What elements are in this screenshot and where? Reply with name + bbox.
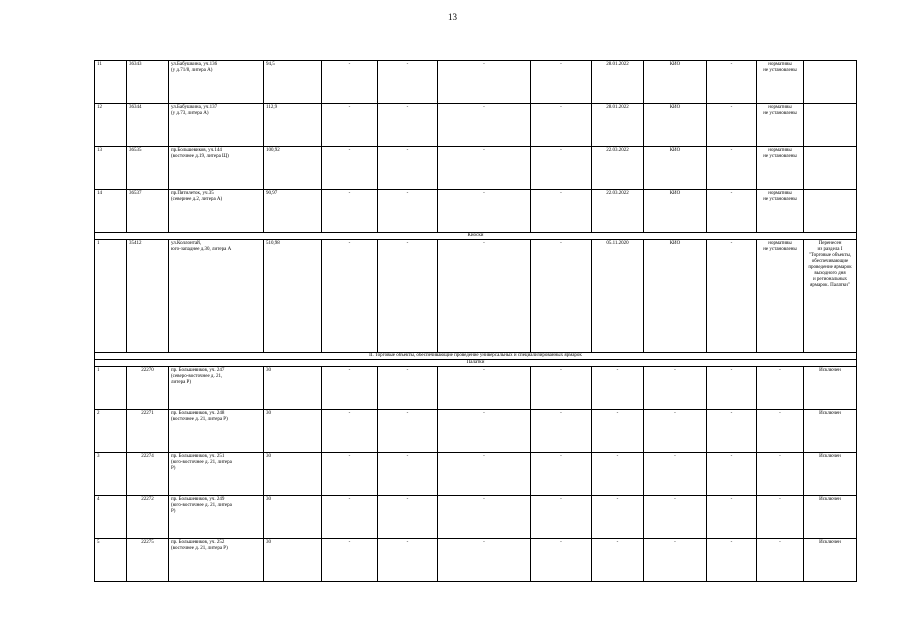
address-line: (юго-восточнее д. 21, литера (171, 460, 232, 465)
dash-cell: - (438, 240, 531, 353)
address-line: (восточнее д. 21, литера Р) (171, 546, 228, 551)
dash-cell: - (378, 453, 438, 496)
row-number: 3 (95, 453, 127, 496)
area-cell: 94,5 (264, 61, 322, 104)
dash-cell: - (757, 453, 804, 496)
dash-cell: - (707, 190, 757, 233)
dash-cell: - (322, 147, 378, 190)
dash-cell: - (322, 410, 378, 453)
norm-cell (757, 61, 804, 104)
note-line: ярмарок. Палатки" (810, 283, 850, 288)
object-id: 22272 (127, 496, 169, 539)
dash-cell: - (438, 539, 531, 582)
tents-heading-cell: Палатки (95, 360, 857, 367)
dash-cell: - (592, 496, 644, 539)
address-line: ул.Коллонтай, (171, 241, 202, 246)
note-cell: Исключен (804, 453, 857, 496)
table-row (95, 61, 857, 104)
note-line: из раздела I (817, 247, 843, 252)
area-cell: 30 (264, 367, 322, 410)
object-id: 36343 (127, 61, 169, 104)
address-line: (северо-восточнее д. 21, (171, 374, 223, 379)
dash-cell: - (438, 367, 531, 410)
address-cell (169, 190, 264, 233)
org-cell: КИО (644, 104, 707, 147)
address-line: Р) (171, 509, 176, 514)
dash-cell: - (438, 410, 531, 453)
area-cell: 112,9 (264, 104, 322, 147)
dash-cell: - (531, 190, 592, 233)
note-cell: Исключен (804, 539, 857, 582)
dash-cell: - (438, 104, 531, 147)
note-cell: Исключен (804, 410, 857, 453)
dash-cell: - (531, 240, 592, 353)
object-id: 22274 (127, 453, 169, 496)
object-id: 22271 (127, 410, 169, 453)
dash-cell: - (592, 410, 644, 453)
dash-cell: - (531, 367, 592, 410)
address-cell (169, 496, 264, 539)
register-body (95, 61, 857, 582)
address-line: пр. Большевиков, уч. 249 (171, 497, 225, 502)
norm-line: нормативы (768, 191, 792, 196)
dash-cell: - (644, 453, 707, 496)
norm-cell (757, 240, 804, 353)
norm-cell (757, 104, 804, 147)
row-number: 13 (95, 147, 127, 190)
table-row (95, 496, 857, 539)
dash-cell: - (378, 240, 438, 353)
dash-cell: - (322, 190, 378, 233)
address-cell (169, 453, 264, 496)
norm-line: не установлены (763, 247, 797, 252)
dash-cell: - (757, 367, 804, 410)
table-row (95, 410, 857, 453)
dash-cell: - (322, 367, 378, 410)
area-cell: 100,92 (264, 147, 322, 190)
dash-cell: - (707, 104, 757, 147)
table-row (95, 367, 857, 410)
date-cell: 28.01.2022 (592, 104, 644, 147)
table-row (95, 104, 857, 147)
address-line: (у д.71/8, литера А) (171, 68, 213, 73)
note-line: проведение ярмарок (808, 265, 852, 270)
org-cell: КИО (644, 147, 707, 190)
date-cell: 22.03.2022 (592, 147, 644, 190)
dash-cell: - (707, 147, 757, 190)
dash-cell: - (531, 539, 592, 582)
address-cell (169, 539, 264, 582)
dash-cell: - (322, 496, 378, 539)
area-cell: 30 (264, 539, 322, 582)
row-number: 2 (95, 410, 127, 453)
address-line: ул.Бабушкина, уч.136 (171, 62, 218, 67)
note-line: обеспечивающие (811, 259, 849, 264)
section-heading-cell: II. Торговые объекты, обеспечивающие проведение универсальных и специализированных ярмарок (95, 353, 857, 360)
table-row (95, 190, 857, 233)
norm-line: нормативы (768, 241, 792, 246)
object-id: 22275 (127, 539, 169, 582)
address-line: литера Р) (171, 380, 191, 385)
address-line: пр. Большевиков, уч. 248 (171, 411, 225, 416)
row-number: 11 (95, 61, 127, 104)
dash-cell: - (438, 147, 531, 190)
dash-cell: - (644, 496, 707, 539)
address-line: (севернее д.2, литера А) (171, 197, 223, 202)
dash-cell: - (438, 453, 531, 496)
dash-cell: - (378, 367, 438, 410)
page-number: 13 (448, 12, 457, 22)
address-line: ул.Бабушкина, уч.137 (171, 105, 218, 110)
norm-line: нормативы (768, 148, 792, 153)
address-line: пр. Большевиков, уч. 247 (171, 368, 225, 373)
org-cell: КИО (644, 190, 707, 233)
org-cell: КИО (644, 240, 707, 353)
dash-cell: - (531, 61, 592, 104)
dash-cell: - (378, 539, 438, 582)
dash-cell: - (707, 453, 757, 496)
table-row (95, 453, 857, 496)
date-cell: 28.01.2022 (592, 61, 644, 104)
note-cell (804, 147, 857, 190)
dash-cell: - (438, 190, 531, 233)
section-heading (95, 353, 857, 360)
object-id: 36537 (127, 190, 169, 233)
address-line: юго-западнее д.30, литера А (171, 247, 232, 252)
dash-cell: - (707, 240, 757, 353)
dash-cell: - (644, 410, 707, 453)
date-cell: 05.11.2020 (592, 240, 644, 353)
area-cell: 30 (264, 453, 322, 496)
address-line: Р) (171, 466, 176, 471)
norm-line: не установлены (763, 68, 797, 73)
org-cell: КИО (644, 61, 707, 104)
dash-cell: - (644, 367, 707, 410)
dash-cell: - (592, 453, 644, 496)
dash-cell: - (707, 539, 757, 582)
dash-cell: - (531, 496, 592, 539)
norm-line: не установлены (763, 154, 797, 159)
norm-cell (757, 190, 804, 233)
address-line: пр.Пятилеток, уч.35 (171, 191, 214, 196)
dash-cell: - (644, 539, 707, 582)
address-line: (восточнее д. 21, литера Р) (171, 417, 228, 422)
table-row (95, 147, 857, 190)
register-table (94, 60, 857, 582)
address-line: пр. Большевиков, уч. 252 (171, 540, 225, 545)
object-id: 36535 (127, 147, 169, 190)
dash-cell: - (707, 496, 757, 539)
dash-cell: - (378, 147, 438, 190)
norm-cell (757, 147, 804, 190)
address-line: (восточнее д.19, литера Щ) (171, 154, 229, 159)
address-cell (169, 367, 264, 410)
address-cell (169, 240, 264, 353)
norm-line: нормативы (768, 105, 792, 110)
kiosk-heading (95, 233, 857, 240)
note-cell: Исключен (804, 496, 857, 539)
dash-cell: - (757, 410, 804, 453)
row-number: 1 (95, 240, 127, 353)
area-cell: 90,97 (264, 190, 322, 233)
area-cell: 30 (264, 496, 322, 539)
area-cell: 510,98 (264, 240, 322, 353)
dash-cell: - (438, 496, 531, 539)
norm-line: нормативы (768, 62, 792, 67)
dash-cell: - (707, 61, 757, 104)
date-cell: 22.03.2022 (592, 190, 644, 233)
address-cell (169, 147, 264, 190)
dash-cell: - (531, 147, 592, 190)
dash-cell: - (378, 410, 438, 453)
dash-cell: - (378, 496, 438, 539)
object-id: 22270 (127, 367, 169, 410)
kiosk-heading-cell: Киоски (95, 233, 857, 240)
dash-cell: - (378, 190, 438, 233)
dash-cell: - (438, 61, 531, 104)
address-line: пр. Большевиков, уч. 251 (171, 454, 225, 459)
dash-cell: - (757, 539, 804, 582)
dash-cell: - (707, 367, 757, 410)
note-cell (804, 61, 857, 104)
row-number: 1 (95, 367, 127, 410)
note-cell: Исключен (804, 367, 857, 410)
norm-line: не установлены (763, 197, 797, 202)
dash-cell: - (531, 410, 592, 453)
dash-cell: - (378, 104, 438, 147)
address-line: пр.Большевиков, уч.144 (171, 148, 222, 153)
dash-cell: - (531, 104, 592, 147)
area-cell: 30 (264, 410, 322, 453)
dash-cell: - (757, 496, 804, 539)
row-number: 4 (95, 496, 127, 539)
object-id: 36344 (127, 104, 169, 147)
table-row (95, 539, 857, 582)
address-line: (у д.73, литера А) (171, 111, 209, 116)
dash-cell: - (322, 539, 378, 582)
note-line: Перенесен (818, 241, 842, 246)
dash-cell: - (322, 240, 378, 353)
dash-cell: - (322, 104, 378, 147)
address-cell (169, 410, 264, 453)
note-line: "Торговые объекты, (808, 253, 852, 258)
address-cell (169, 61, 264, 104)
tents-heading (95, 360, 857, 367)
table-row (95, 240, 857, 353)
object-id: 35412 (127, 240, 169, 353)
note-cell (804, 240, 857, 353)
address-line: (юго-восточнее д. 21, литера (171, 503, 232, 508)
dash-cell: - (322, 61, 378, 104)
dash-cell: - (378, 61, 438, 104)
note-line: и региональных (812, 277, 848, 282)
norm-line: не установлены (763, 111, 797, 116)
dash-cell: - (322, 453, 378, 496)
dash-cell: - (592, 539, 644, 582)
dash-cell: - (531, 453, 592, 496)
address-cell (169, 104, 264, 147)
row-number: 14 (95, 190, 127, 233)
note-cell (804, 104, 857, 147)
dash-cell: - (707, 410, 757, 453)
dash-cell: - (592, 367, 644, 410)
note-cell (804, 190, 857, 233)
note-line: выходного дня (814, 271, 846, 276)
row-number: 5 (95, 539, 127, 582)
row-number: 12 (95, 104, 127, 147)
